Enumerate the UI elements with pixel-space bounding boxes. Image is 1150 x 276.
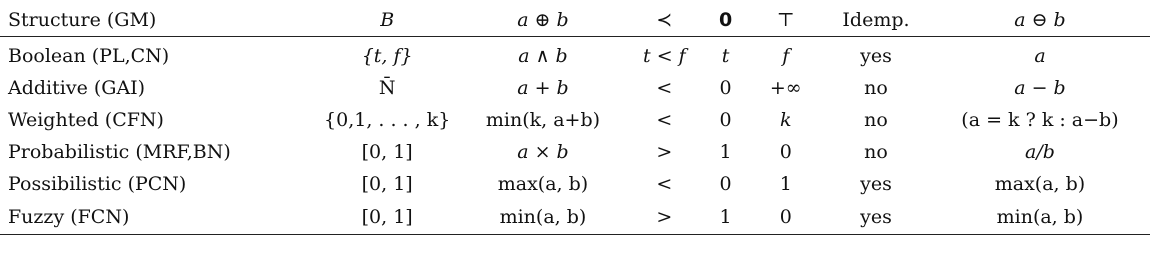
valuation-structures-table — [0, 4, 1150, 235]
cell-ominus: min(a, b) — [930, 200, 1150, 235]
cell-top: 0 — [749, 200, 822, 235]
cell-ominus: max(a, b) — [994, 172, 1086, 195]
cell-zero: 1 — [719, 140, 732, 163]
cell-prec: t < f — [643, 44, 686, 67]
cell-b: {t, f} — [361, 44, 413, 67]
cell-idempotent: yes — [860, 44, 892, 67]
cell-b: N̄ — [378, 76, 396, 99]
valuation-structures-table-container — [0, 4, 1150, 235]
cell-b: [0, 1] — [315, 200, 459, 235]
cell-idempotent: yes — [860, 172, 892, 195]
table-body — [0, 37, 1150, 235]
header-oplus: a ⊕ b — [459, 4, 627, 37]
cell-prec: > — [627, 200, 702, 235]
cell-idempotent: no — [864, 76, 888, 99]
table-row — [0, 104, 1150, 136]
cell-b: [0, 1] — [361, 172, 413, 195]
header-idempotent: Idemp. — [822, 4, 930, 37]
cell-zero: 1 — [702, 200, 750, 235]
cell-ominus: a — [1034, 44, 1046, 67]
cell-oplus: min(k, a+b) — [485, 108, 601, 131]
cell-b: {0,1, . . . , k} — [324, 108, 451, 131]
header-prec: ≺ — [627, 4, 702, 37]
table-header — [0, 4, 1150, 37]
cell-b: [0, 1] — [361, 140, 413, 163]
cell-prec: > — [656, 140, 673, 163]
cell-ominus: a − b — [1014, 76, 1066, 99]
cell-top: 1 — [779, 172, 792, 195]
cell-structure: Possibilistic (PCN) — [8, 172, 187, 195]
header-top: ⊤ — [749, 4, 822, 37]
header-zero: 0 — [702, 4, 750, 37]
cell-structure: Fuzzy (FCN) — [0, 200, 315, 235]
cell-prec: < — [656, 108, 673, 131]
cell-structure: Weighted (CFN) — [8, 108, 164, 131]
table-row — [0, 200, 1150, 235]
cell-idempotent: yes — [822, 200, 930, 235]
header-structure: Structure (GM) — [0, 4, 315, 37]
cell-structure: Probabilistic (MRF,BN) — [8, 140, 231, 163]
cell-oplus: a + b — [517, 76, 569, 99]
cell-prec: < — [656, 172, 673, 195]
cell-ominus: (a = k ? k : a−b) — [961, 108, 1119, 131]
cell-zero: 0 — [719, 76, 732, 99]
cell-oplus: a × b — [517, 140, 569, 163]
table-row — [0, 72, 1150, 104]
cell-structure: Boolean (PL,CN) — [8, 44, 170, 67]
cell-oplus: max(a, b) — [497, 172, 589, 195]
cell-zero: 0 — [719, 172, 732, 195]
cell-idempotent: no — [864, 108, 888, 131]
cell-top: 0 — [779, 140, 792, 163]
cell-prec: < — [656, 76, 673, 99]
cell-ominus: a/b — [1025, 140, 1055, 163]
header-b: B — [315, 4, 459, 37]
cell-idempotent: no — [864, 140, 888, 163]
cell-top: +∞ — [769, 76, 802, 99]
cell-oplus: a ∧ b — [518, 44, 568, 67]
cell-top: k — [779, 108, 792, 131]
cell-oplus: min(a, b) — [459, 200, 627, 235]
cell-structure: Additive (GAI) — [8, 76, 146, 99]
table-row — [0, 168, 1150, 200]
cell-zero: 0 — [719, 108, 732, 131]
cell-top: f — [782, 44, 790, 67]
table-row — [0, 37, 1150, 73]
cell-zero: t — [721, 44, 730, 67]
header-row — [0, 4, 1150, 37]
header-ominus: a ⊖ b — [930, 4, 1150, 37]
table-row — [0, 136, 1150, 168]
